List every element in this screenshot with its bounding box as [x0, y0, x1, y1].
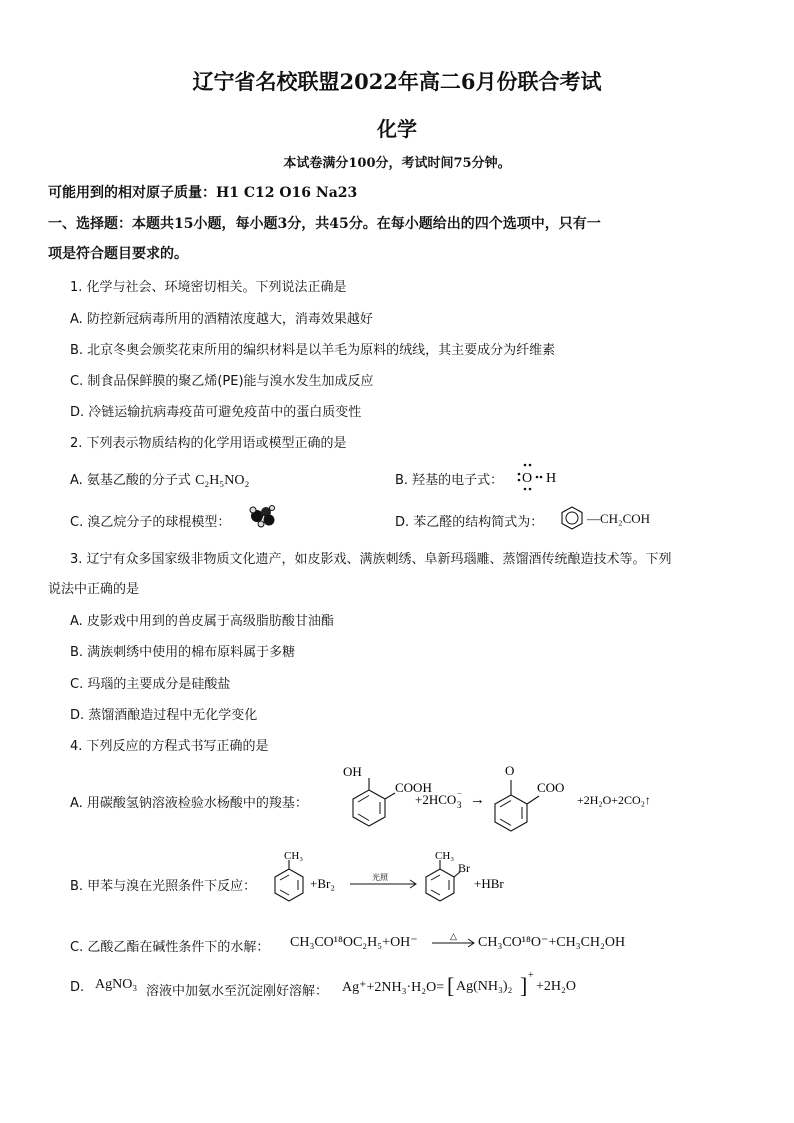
q1-option-c: C. 制食品保鲜膜的聚乙烯(PE)能与溴水发生加成反应 [70, 374, 374, 389]
q1-option-d: D. 冷链运输抗病毒疫苗可避免疫苗中的蛋白质变性 [70, 405, 362, 420]
complex-charge: + [528, 970, 534, 981]
exam-title: 辽宁省名校联盟2022年高二6月份联合考试 [192, 69, 602, 94]
phenoxide-oxygen-label: O [505, 763, 515, 778]
carboxyl-label: COOH [395, 780, 432, 795]
q4-option-d-text: 溶液中加氨水至沉淀刚好溶解： [146, 984, 329, 999]
toluene-bromination-reaction [270, 850, 520, 916]
q4-option-c-text: C. 乙酸乙酯在碱性条件下的水解： [70, 940, 270, 955]
silver-reaction-left: Ag⁺+2NH₃·H₂O= [342, 980, 445, 995]
bicarbonate-subscript: 3 [457, 800, 462, 810]
q2-option-c-text: C. 溴乙烷分子的球棍模型： [70, 515, 231, 530]
reaction-a-products: +2H₂O+2CO₂↑ [577, 793, 651, 807]
q2-stem: 2. 下列表示物质结构的化学用语或模型正确的是 [70, 436, 347, 451]
q2-option-a [70, 469, 249, 489]
q4-option-b-text: B. 甲苯与溴在光照条件下反应： [70, 879, 257, 894]
methyl-label: CH₃ [284, 850, 304, 862]
ester-hydrolysis-products: CH₃CO¹⁸O⁻+CH₃CH₂OH [478, 935, 626, 950]
complex-bracket-right: ] [520, 973, 528, 998]
q3-stem-1: 3. 辽宁有众多国家级非物质文化遗产，如皮影戏、满族刺绣、阜新玛瑙雕、蒸馏酒传统酿造技术等。下列 [70, 552, 672, 567]
q2-option-d [395, 511, 543, 530]
bromo-substituent-label: Br [458, 861, 470, 875]
benzene-ring-icon [558, 504, 586, 532]
oxygen-symbol: O [522, 471, 533, 486]
q1-option-a: A. 防控新冠病毒所用的酒精浓度越大，消毒效果越好 [70, 312, 373, 327]
phenylacetaldehyde-substituent: —CH₂COH [587, 511, 651, 526]
atomic-mass-line: 可能用到的相对原子质量：H1 C12 O16 Na23 [48, 185, 358, 201]
product-methyl-label: CH₃ [435, 850, 455, 862]
heat-arrow [430, 930, 476, 950]
silver-nitrate-formula: AgNO₃ [95, 977, 138, 992]
benzene-ring-icon [275, 869, 303, 901]
section-instructions-2: 项是符合题目要求的。 [48, 246, 188, 262]
q1-option-b: B. 北京冬奥会颁奖花束所用的编织材料是以羊毛为原料的绒线，其主要成分为纤维素 [70, 343, 556, 358]
q4-option-a-text: A. 用碳酸氢钠溶液检验水杨酸中的羧基： [70, 796, 308, 811]
hydroxyl-electron-formula [514, 460, 564, 494]
exam-info: 本试卷满分100分，考试时间75分钟。 [283, 156, 511, 171]
silver-reaction-water: +2H₂O [536, 979, 576, 994]
heat-symbol: △ [450, 931, 457, 941]
salicylic-acid-reaction [325, 762, 695, 840]
q1-stem: 1. 化学与社会、环境密切相关。下列说法正确是 [70, 280, 347, 295]
q3-option-d: D. 蒸馏酒酿造过程中无化学变化 [70, 708, 258, 723]
q3-stem-2: 说法中正确的是 [48, 582, 140, 597]
bicarbonate-label: +2HCO [415, 792, 457, 807]
q2-option-b-text: B. 羟基的电子式： [395, 473, 504, 488]
complex-bracket-left: [ [447, 973, 455, 998]
subject-title: 化学 [377, 117, 417, 141]
q2-option-b [395, 469, 503, 488]
reaction-arrow: → [470, 792, 485, 808]
q2-option-c [70, 511, 230, 530]
hydrogen-symbol: H [546, 471, 557, 486]
diammine-silver-complex: Ag(NH₃)₂ [456, 979, 513, 994]
hydroxyl-label: OH [343, 764, 362, 779]
q3-option-b: B. 满族刺绣中使用的棉布原料属于多糖 [70, 645, 296, 660]
section-instructions-1: 一、选择题：本题共15小题，每小题3分，共45分。在每小题给出的四个选项中，只有一 [48, 216, 601, 232]
q3-option-c: C. 玛瑙的主要成分是硅酸盐 [70, 677, 231, 692]
q3-option-a: A. 皮影戏中用到的兽皮属于高级脂肪酸甘油酯 [70, 614, 334, 629]
q2-option-d-text: D. 苯乙醛的结构简式为： [395, 515, 544, 530]
bromine-reagent: +Br₂ [310, 876, 335, 891]
ball-stick-model-icon [248, 503, 276, 529]
light-condition: 光照 [372, 873, 388, 882]
glycine-formula: C₂H₅NO₂ [195, 473, 250, 488]
q4-option-d-label: D. [70, 980, 85, 995]
ester-hydrolysis-reactants: CH₃CO¹⁸OC₂H₅+OH⁻ [290, 935, 418, 950]
benzene-ring-icon [426, 869, 454, 901]
bicarbonate-charge: ⁻ [457, 790, 462, 800]
q2-option-a-text: A. 氨基乙酸的分子式 [70, 473, 191, 488]
hbr-product: +HBr [474, 876, 504, 891]
carboxylate-label: COO [537, 780, 565, 795]
q4-stem: 4. 下列反应的方程式书写正确的是 [70, 739, 269, 754]
